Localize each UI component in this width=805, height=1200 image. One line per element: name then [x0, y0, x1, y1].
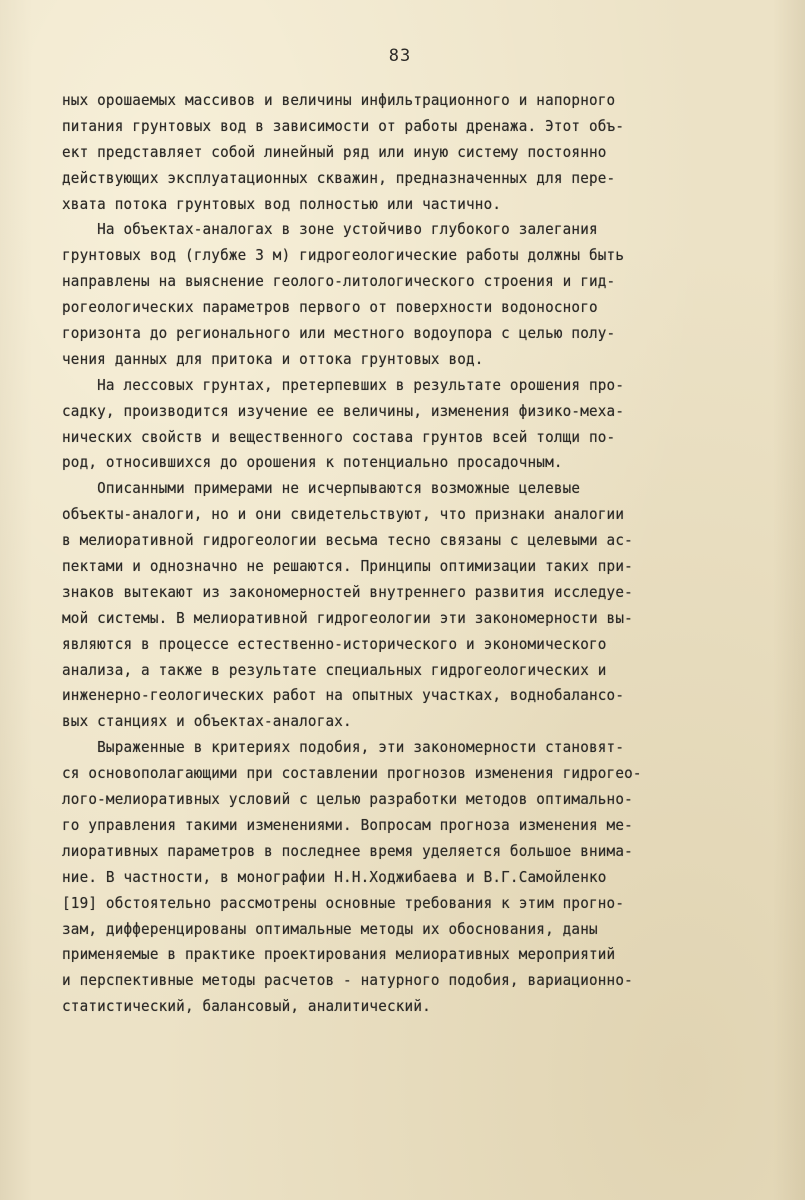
text-line: лого-мелиоративных условий с целью разработки методов оптимально-	[62, 790, 633, 809]
text-line: питания грунтовых вод в зависимости от работы дренажа. Этот объ-	[62, 116, 625, 135]
text-line: знаков вытекают из закономерностей внутреннего развития исследуе-	[62, 582, 633, 601]
text-line: На объектах-аналогах в зоне устойчиво глубокого залегания	[62, 220, 598, 239]
text-line: зам, дифференцированы оптимальные методы их обоснования, даны	[62, 919, 598, 938]
text-line: садку, производится изучение ее величины, изменения физико-меха-	[62, 401, 625, 420]
text-line: рогеологических параметров первого от поверхности водоносного	[62, 298, 598, 317]
text-line: род, относившихся до орошения к потенциально просадочным.	[62, 453, 563, 472]
text-line: статистический, балансовый, аналитический.	[62, 997, 431, 1016]
text-line: ся основополагающими при составлении прогнозов изменения гидрогео-	[62, 764, 642, 783]
text-line: лиоративных параметров в последнее время уделяется большое внима-	[62, 841, 633, 860]
body-text	[62, 88, 762, 1020]
text-line: ект представляет собой линейный ряд или иную систему постоянно	[62, 142, 607, 161]
text-line: [19] обстоятельно рассмотрены основные требования к этим прогно-	[62, 893, 625, 912]
page-number: 83	[388, 46, 412, 66]
text-line: хвата потока грунтовых вод полностью или частично.	[62, 194, 502, 213]
text-line: нических свойств и вещественного состава грунтов всей толщи по-	[62, 427, 616, 446]
text-line: действующих эксплуатационных скважин, предназначенных для пере-	[62, 168, 616, 187]
text-line: На лессовых грунтах, претерпевших в результате орошения про-	[62, 375, 625, 394]
text-line: Описанными примерами не исчерпываются возможные целевые	[62, 479, 581, 498]
text-line: ние. В частности, в монографии Н.Н.Ходжибаева и В.Г.Самойленко	[62, 867, 607, 886]
text-line: применяемые в практике проектирования мелиоративных мероприятий	[62, 945, 616, 964]
text-line: грунтовых вод (глубже 3 м) гидрогеологические работы должны быть	[62, 246, 625, 265]
text-line: объекты-аналоги, но и они свидетельствуют, что признаки аналогии	[62, 505, 625, 524]
text-line: ных орошаемых массивов и величины инфильтрационного и напорного	[62, 91, 616, 109]
text-line: и перспективные методы расчетов - натурного подобия, вариационно-	[62, 971, 633, 990]
text-line: направлены на выяснение геолого-литологического строения и гид-	[62, 272, 616, 291]
text-line: пектами и однозначно не решаются. Принципы оптимизации таких при-	[62, 557, 633, 576]
text-line: в мелиоративной гидрогеологии весьма тесно связаны с целевыми ас-	[62, 531, 633, 550]
text-line: инженерно-геологических работ на опытных участках, воднобалансо-	[62, 686, 625, 705]
text-line: го управления такими изменениями. Вопросам прогноза изменения ме-	[62, 815, 633, 834]
text-line: чения данных для притока и оттока грунтовых вод.	[62, 349, 484, 368]
text-line: являются в процессе естественно-исторического и экономического	[62, 634, 607, 653]
text-line: мой системы. В мелиоративной гидрогеологии эти закономерности вы-	[62, 608, 633, 627]
text-line: вых станциях и объектах-аналогах.	[62, 712, 352, 731]
text-line: анализа, а также в результате специальных гидрогеологических и	[62, 660, 607, 679]
text-line: горизонта до регионального или местного водоупора с целью полу-	[62, 324, 616, 343]
text-line: Выраженные в критериях подобия, эти закономерности становят-	[62, 738, 625, 757]
